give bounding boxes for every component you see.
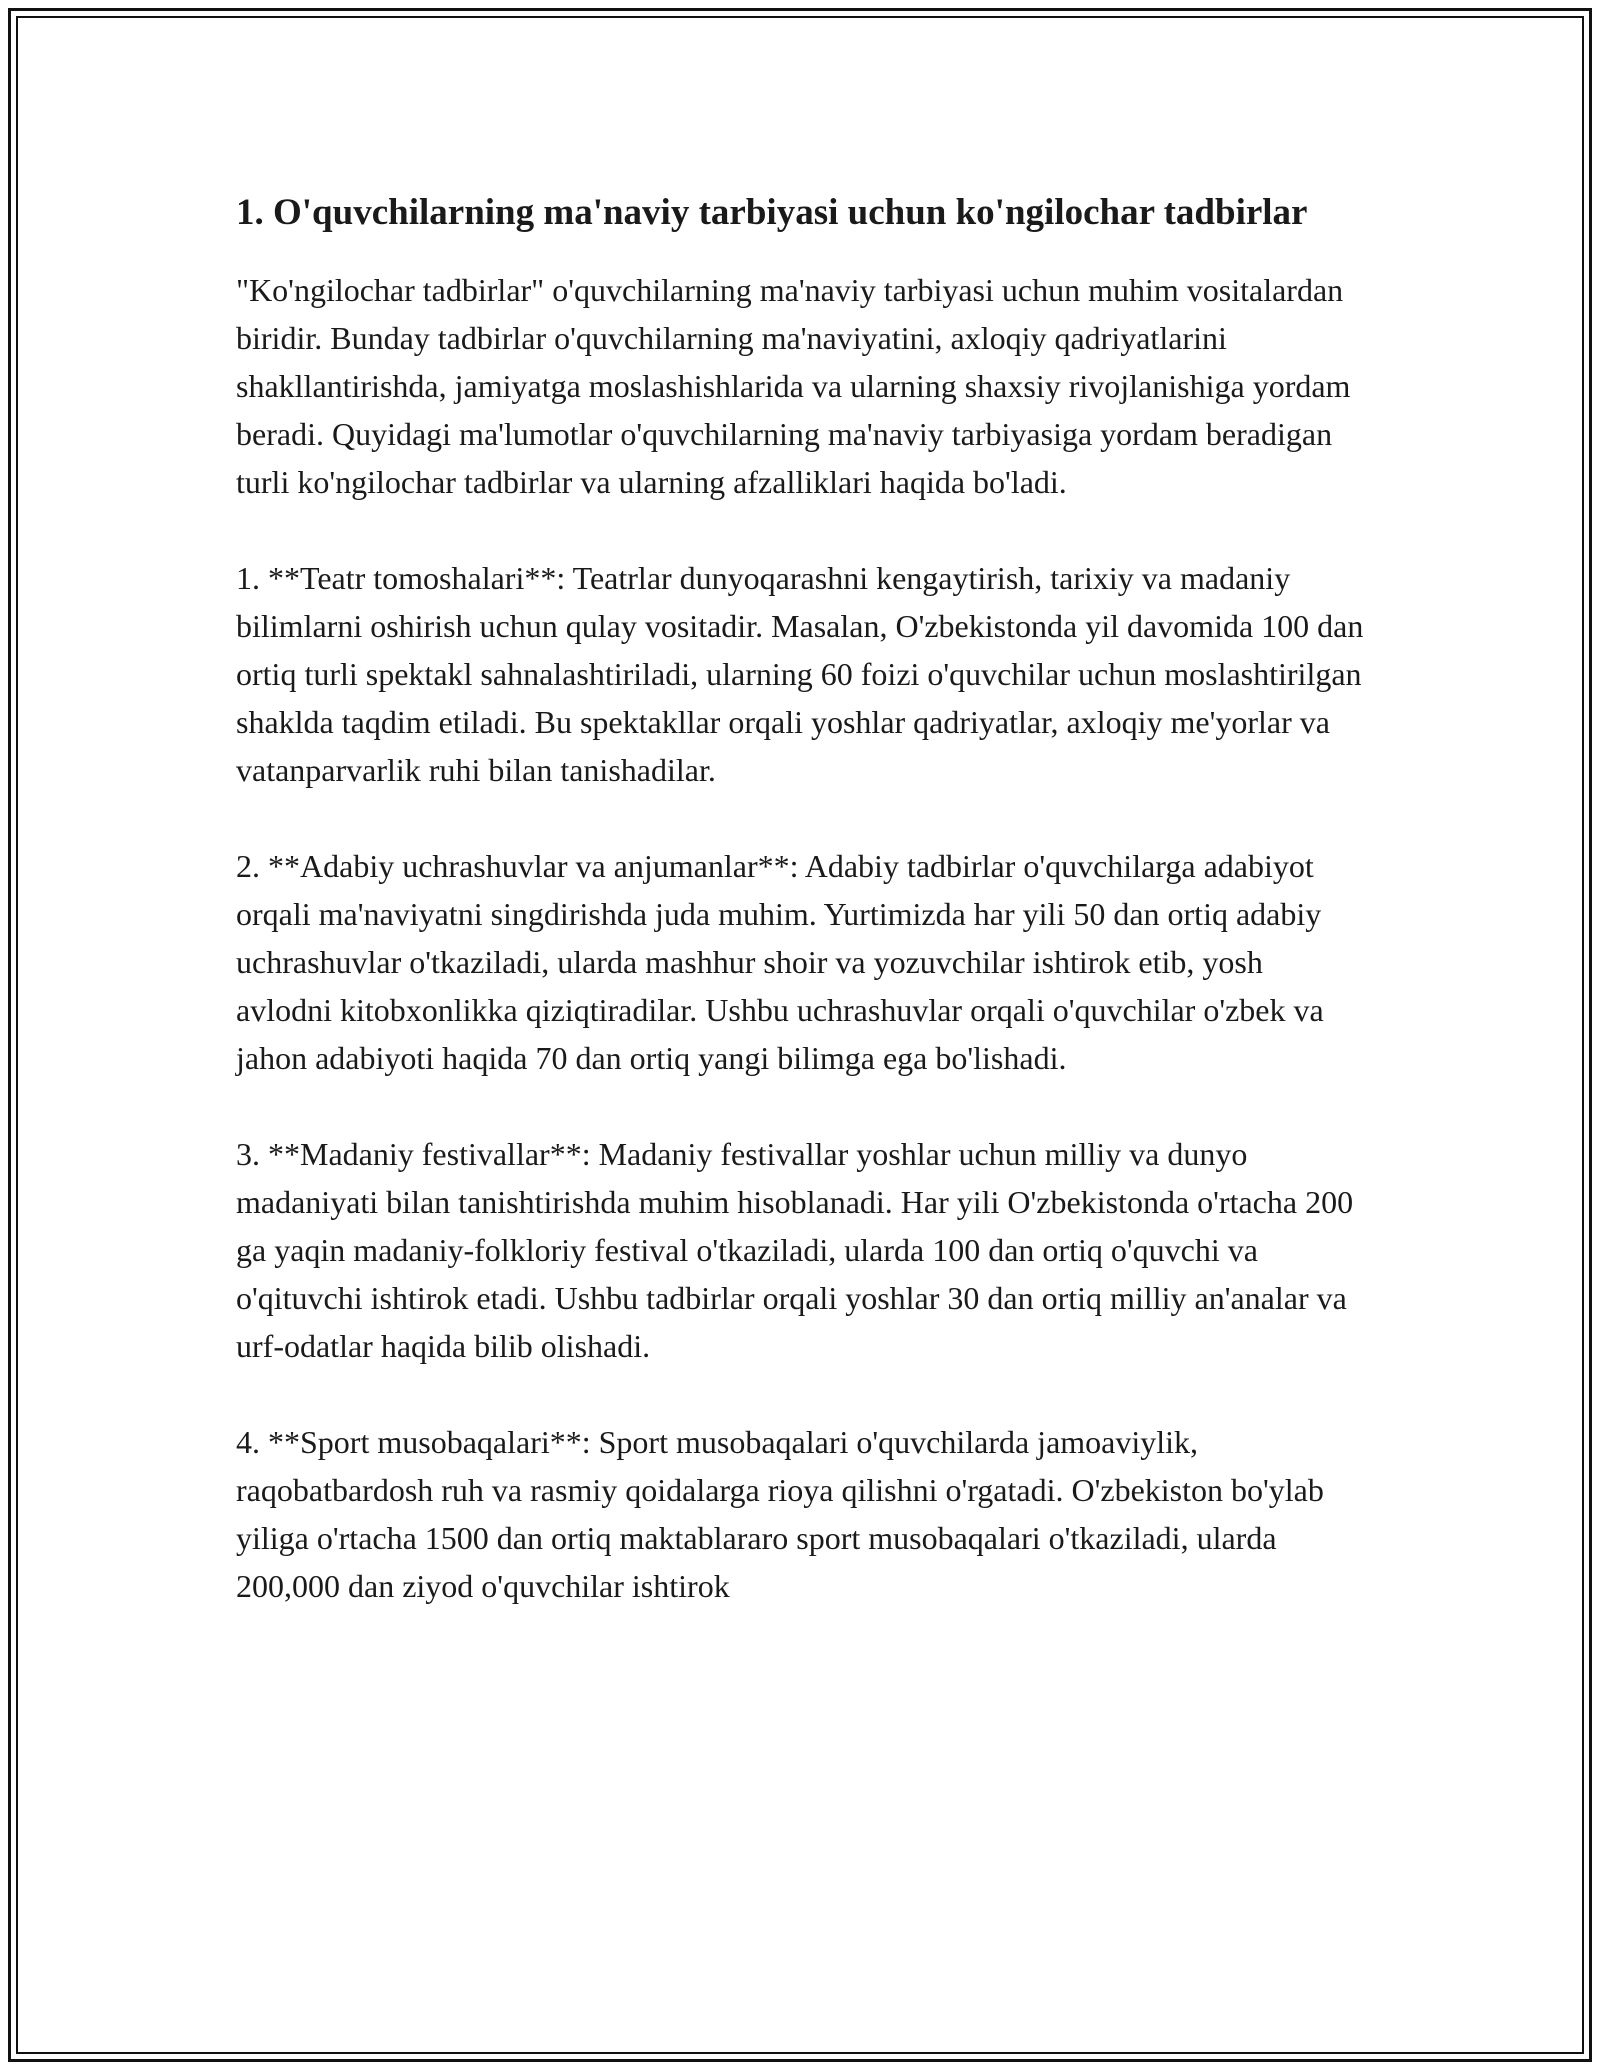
paragraph-madaniy-festivallar: 3. **Madaniy festivallar**: Madaniy festivallar yoshlar uchun milliy va dunyo madaniyati bilan tanishtirishda muhim hisoblanadi. Har yili O'zbekistonda o'rtacha 200 ga yaqin madaniy-folkloriy festival o'tkaziladi, ularda 100 dan ortiq o'quvchi va o'qituvchi ishtirok etadi. Ushbu tadbirlar orqali yoshlar 30 dan ortiq milliy an'analar va urf-odatlar haqida bilib olishadi. [236, 1136, 1354, 1364]
document-title: 1. O'quvchilarning ma'naviy tarbiyasi uchun ko'ngilochar tadbirlar [236, 192, 1308, 233]
intro-paragraph: "Ko'ngilochar tadbirlar" o'quvchilarning ma'naviy tarbiyasi uchun muhim vositalardan biridir. Bunday tadbirlar o'quvchilarning ma'naviyatini, axloqiy qadriyatlarini shakllantirishda, jamiyatga moslashishlarida va ularning shaxsiy rivojlanishiga yordam beradi. Quyidagi ma'lumotlar o'quvchilarning ma'naviy tarbiyasiga yordam beradigan turli ko'ngilochar tadbirlar va ularning afzalliklari haqida bo'ladi. [236, 272, 1351, 500]
paragraph-teatr-tomoshalari: 1. **Teatr tomoshalari**: Teatrlar dunyoqarashni kengaytirish, tarixiy va madaniy bilimlarni oshirish uchun qulay vositadir. Masalan, O'zbekistonda yil davomida 100 dan ortiq turli spektakl sahnalashtiriladi, ularning 60 foizi o'quvchilar uchun moslashtirilgan shaklda taqdim etiladi. Bu spektakllar orqali yoshlar qadriyatlar, axloqiy me'yorlar va vatanparvarlik ruhi bilan tanishadilar. [236, 560, 1364, 788]
document-body [236, 186, 1366, 1658]
paragraph-sport-musobaqalari: 4. **Sport musobaqalari**: Sport musobaqalari o'quvchilarda jamoaviylik, raqobatbardosh ruh va rasmiy qoidalarga rioya qilishni o'rgatadi. O'zbekiston bo'ylab yiliga o'rtacha 1500 dan ortiq maktablararo sport musobaqalari o'tkaziladi, ularda 200,000 dan ziyod o'quvchilar ishtirok [236, 1424, 1324, 1604]
paragraph-adabiy-uchrashuvlar: 2. **Adabiy uchrashuvlar va anjumanlar**: Adabiy tadbirlar o'quvchilarga adabiyot orqali ma'naviyatni singdirishda juda muhim. Yurtimizda har yili 50 dan ortiq adabiy uchrashuvlar o'tkaziladi, ularda mashhur shoir va yozuvchilar ishtirok etib, yosh avlodni kitobxonlikka qiziqtiradilar. Ushbu uchrashuvlar orqali o'quvchilar o'zbek va jahon adabiyoti haqida 70 dan ortiq yangi bilimga ega bo'lishadi. [236, 848, 1324, 1076]
